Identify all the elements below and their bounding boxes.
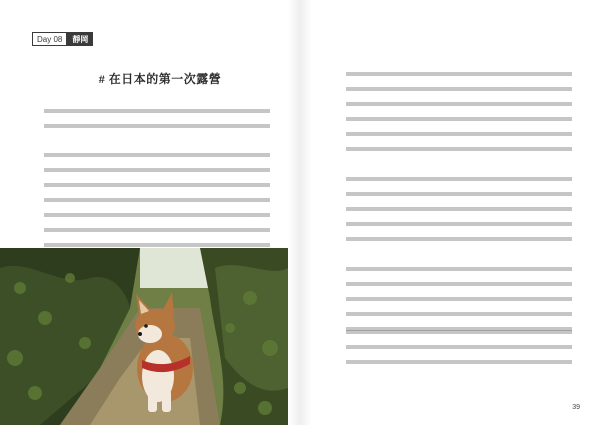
- right-page: [300, 0, 600, 425]
- day-city: 靜岡: [67, 32, 93, 46]
- page-number: 39: [572, 404, 580, 411]
- paragraph: [346, 172, 572, 247]
- photo-corgi-tea-field: [0, 248, 288, 425]
- paragraph: [346, 325, 572, 370]
- chapter-title: # 在日本的第一次露營: [98, 72, 222, 86]
- paragraph: [44, 104, 270, 134]
- paragraph: [44, 148, 270, 253]
- paragraph: [346, 67, 572, 157]
- day-tag: [32, 32, 93, 46]
- day-number: Day 08: [32, 32, 67, 46]
